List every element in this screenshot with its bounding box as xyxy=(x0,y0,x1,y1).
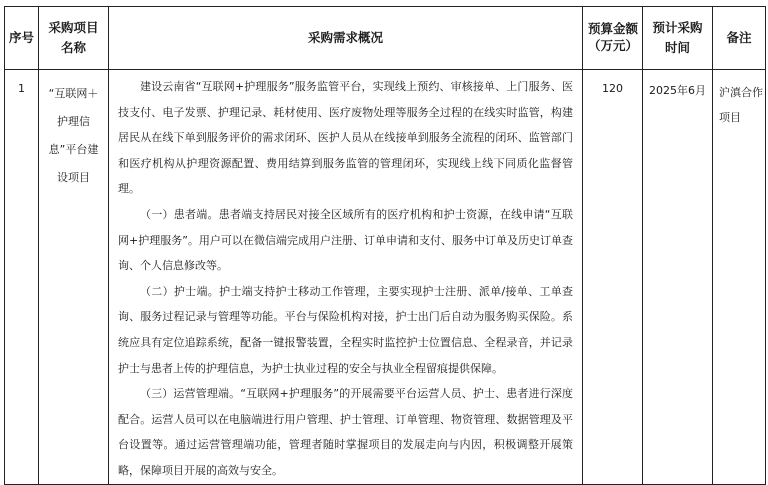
header-time xyxy=(643,7,713,70)
desc-paragraph-operation: （三）运营管理端。“互联网+护理服务”的开展需要平台运营人员、护士、患者进行深度配合。运营人员可以在电脑端进行用户管理、护士管理、订单管理、物资管理、数据管理及平台设置等。通过运营管理端功能，管理者随时掌握项目的发展走向与内因，积极调整开展策略，保障项目开展的高效与安全。 xyxy=(118,387,573,477)
cell-project-name: “互联网＋护理信息”平台建设项目 xyxy=(39,70,109,485)
header-name xyxy=(39,7,109,70)
header-row xyxy=(5,7,766,70)
header-name-text: 采购项目名称 xyxy=(48,20,99,55)
desc-paragraph-patient: （一）患者端。患者端支持居民对接全区域所有的医疗机构和护士资源，在线申请“互联网+护理服务”。用户可以在微信端完成用户注册、订单申请和支付、服务中订单及历史订单查询、个人信息修改等。 xyxy=(118,207,573,273)
cell-budget: 120 xyxy=(583,70,643,485)
header-desc: 采购需求概况 xyxy=(109,7,583,70)
header-remark: 备注 xyxy=(713,7,766,70)
cell-remark: 沪滇合作项目 xyxy=(713,70,766,485)
header-no: 序号 xyxy=(5,7,39,70)
cell-description xyxy=(109,70,583,485)
table-row xyxy=(5,70,766,485)
header-budget-text: 预算金额（万元） xyxy=(587,21,638,53)
desc-paragraph-overview: 建设云南省“互联网+护理服务”服务监管平台，实现线上预约、审核接单、上门服务、医技支付、电子发票、护理记录、耗材使用、医疗废物处理等服务全过程的在线实时监管，构建居民从在线下单到服务评价的需求闭环、医护人员从在线接单到服务全流程的闭环、监管部门和医疗机构从护理资源配置、费用结算到服务监管的管理闭环，实现线上线下同质化监督管理。 xyxy=(118,80,573,196)
desc-paragraph-nurse: （二）护士端。护士端支持护士移动工作管理，主要实现护士注册、派单/接单、工单查询、服务过程记录与管理等功能。平台与保险机构对接，护士出门后自动为服务购买保险。系统应具有定位追踪系统，配备一键报警装置，全程实时监控护士位置信息、全程录音，并记录护士与患者上传的护理信息，为护士执业过程的安全与执业全程留痕提供保障。 xyxy=(118,284,573,375)
procurement-table xyxy=(4,6,766,485)
header-time-text: 预计采购时间 xyxy=(652,20,703,55)
cell-no: 1 xyxy=(5,70,39,485)
header-budget xyxy=(583,7,643,70)
cell-time: 2025年6月 xyxy=(643,70,713,485)
